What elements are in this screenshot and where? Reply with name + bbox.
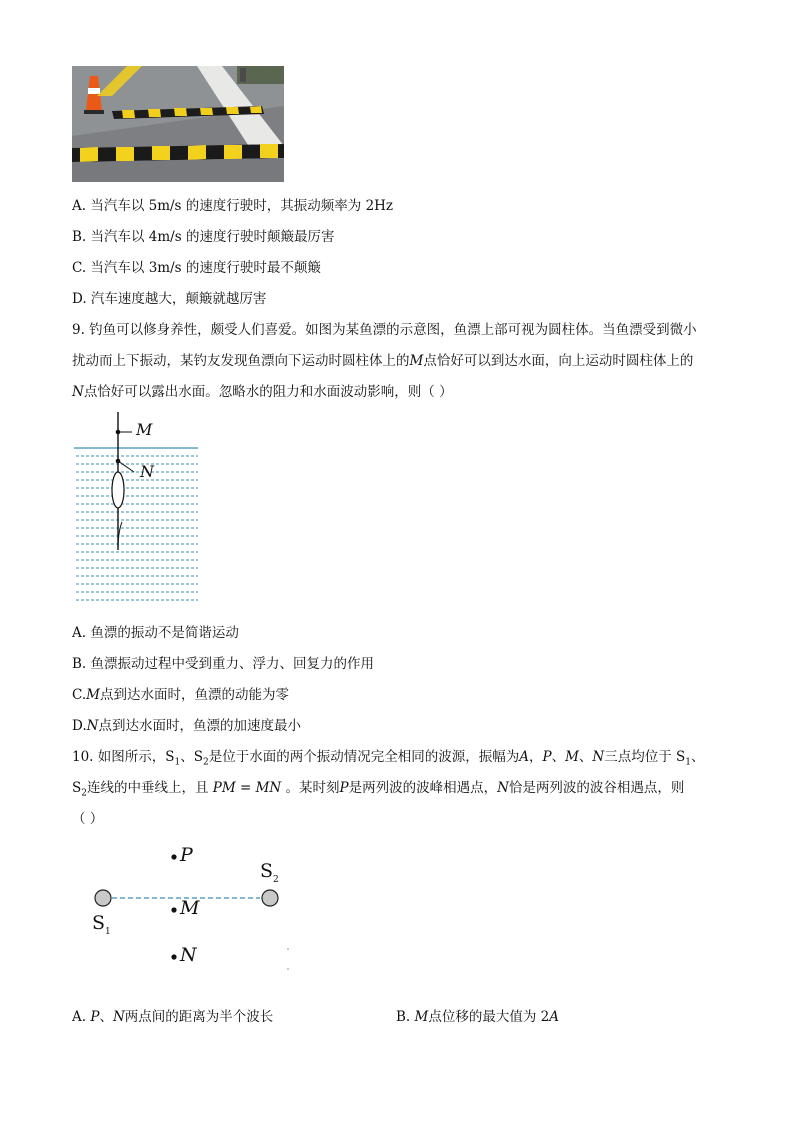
label-S1-text: S	[92, 912, 106, 934]
label-S1	[92, 912, 111, 937]
q10-text: 恰是两列波的波谷相遇点，则	[508, 780, 685, 796]
q9-stem-line3	[72, 380, 453, 400]
subscript: 1	[105, 926, 111, 937]
q9-stem-text: 点恰好可以露出水面。忽略水的阻力和水面波动影响，则（ ）	[83, 384, 453, 400]
option-prefix: A.	[72, 1009, 87, 1025]
equation: PM = MN	[212, 780, 282, 796]
speed-bump-photo	[72, 66, 284, 182]
q9-option-a: A. 鱼漂的振动不是简谐运动	[72, 625, 239, 641]
label-S2-text: S	[260, 860, 274, 882]
q10-text: 、	[578, 749, 593, 765]
option-text: 两点间的距离为半个波长	[124, 1009, 274, 1025]
q10-text: 、	[99, 1009, 113, 1025]
float-diagram	[70, 410, 210, 606]
var-A: A	[549, 1009, 559, 1025]
subscript: 2	[273, 874, 279, 885]
q9-stem-line2	[72, 349, 693, 369]
q10-option-a	[72, 1005, 273, 1025]
subscript: 2	[203, 757, 209, 768]
q10-text: 三点均位于 S	[604, 749, 686, 765]
q9-stem-line1: 9. 钓鱼可以修身养性，颇受人们喜爱。如图为某鱼漂的示意图，鱼漂上部可视为圆柱体。当鱼漂受到微小	[72, 322, 697, 338]
point-P	[171, 854, 176, 859]
var-M: M	[409, 353, 424, 369]
label-N: N	[140, 462, 154, 481]
q10-text: 是两列波的波峰相遇点，	[348, 780, 498, 796]
q10-stem-line2	[72, 776, 684, 799]
var-M: M	[565, 749, 579, 765]
var-M: M	[86, 687, 100, 703]
var-P: P	[90, 1009, 100, 1025]
subscript: 1	[174, 757, 181, 768]
source-S2	[262, 890, 278, 906]
q10-text: 、	[691, 749, 705, 765]
q10-text: 、	[551, 749, 566, 765]
option-text: 点到达水面时，鱼漂的加速度最小	[98, 718, 301, 734]
q9-option-c	[72, 683, 289, 703]
q9-stem-text: 扰动而上下振动，某钓友发现鱼漂向下运动时圆柱体上的	[72, 353, 410, 369]
var-P: P	[339, 780, 349, 796]
label-M: M	[180, 897, 200, 919]
q8-option-b: B. 当汽车以 4m/s 的速度行驶时颠簸最厉害	[72, 229, 335, 245]
label-S2	[260, 860, 279, 885]
q9-option-b: B. 鱼漂振动过程中受到重力、浮力、回复力的作用	[72, 656, 375, 672]
q10-text: 。某时刻	[285, 780, 340, 796]
var-N: N	[497, 780, 509, 796]
q10-text: 是位于水面的两个振动情况完全相同的波源，振幅为	[208, 749, 520, 765]
subscript: 2	[81, 788, 87, 799]
var-N: N	[72, 384, 84, 400]
q10-text: ，	[528, 749, 543, 765]
q9-stem-text: 点恰好可以到达水面，向上运动时圆柱体上的	[423, 353, 694, 369]
option-prefix: C.	[72, 687, 87, 703]
var-A: A	[519, 749, 529, 765]
q10-text: 10. 如图所示，S	[72, 749, 175, 765]
option-prefix: B.	[396, 1009, 411, 1025]
q10-stem-line1	[72, 745, 705, 768]
option-text: 点到达水面时，鱼漂的动能为零	[99, 687, 289, 703]
label-P: P	[180, 844, 193, 866]
label-M: M	[136, 420, 153, 439]
var-N: N	[86, 718, 99, 734]
var-N: N	[112, 1009, 125, 1025]
fishing-float-figure	[70, 410, 210, 606]
q10-text: S	[72, 780, 82, 796]
var-N: N	[592, 749, 605, 765]
var-M: M	[414, 1009, 429, 1025]
q8-option-a: A. 当汽车以 5m/s 的速度行驶时，其振动频率为 2Hz	[72, 198, 394, 214]
q9-option-d	[72, 714, 301, 734]
point-M	[171, 907, 176, 912]
source-S1	[95, 890, 111, 906]
q10-text: 、S	[180, 749, 203, 765]
q10-stem-line3: （ ）	[72, 811, 104, 827]
subscript: 1	[685, 757, 691, 768]
label-N: N	[180, 944, 197, 966]
q8-option-c: C. 当汽车以 3m/s 的速度行驶时最不颠簸	[72, 260, 321, 276]
q10-text: 连线的中垂线上，且	[86, 780, 209, 796]
var-P: P	[542, 749, 552, 765]
point-N	[171, 954, 176, 959]
option-text: 点位移的最大值为 2	[428, 1009, 550, 1025]
option-prefix: D.	[72, 718, 87, 734]
wave-sources-figure	[84, 842, 304, 970]
q8-option-d: D. 汽车速度越大，颠簸就越厉害	[72, 291, 267, 307]
q10-option-b	[396, 1005, 559, 1025]
